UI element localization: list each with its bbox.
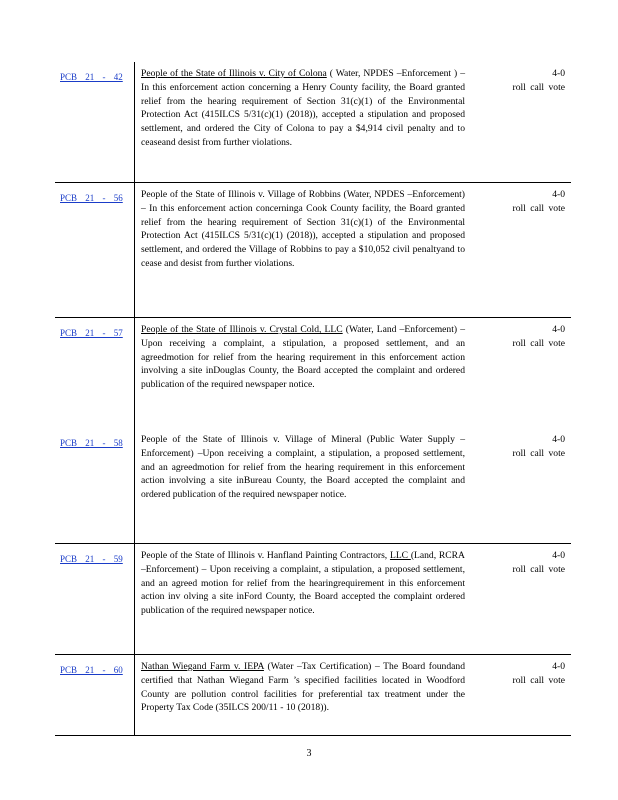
vote-count: 4-0 [552,550,565,561]
vote-count: 4-0 [552,661,565,672]
description-cell [135,62,465,182]
case-number-link[interactable]: PCB 21 - 59 [60,554,123,564]
table-row [55,183,571,317]
case-title: People of the State of Illinois v. Crystal Cold, LLC [141,324,343,335]
description-cell [135,428,465,543]
vote-count: 4-0 [552,189,565,200]
vote-cell [465,318,571,428]
case-table [55,62,571,736]
description-cell [135,183,465,317]
description-cell [135,544,465,654]
table-row [55,544,571,655]
case-number-link[interactable]: PCB 21 - 57 [60,328,123,338]
case-cell [55,62,135,182]
description-cell [135,318,465,428]
vote-count: 4-0 [552,68,565,79]
case-description: (Water, Land –Enforcement) – Upon receiving a complaint, a stipulation, a proposed settlement, and an agreedmotion for relief from the hearing requirement in this enforcement action involving a site inDouglas County, the Board accepted the complaint and ordered publication of the required newspaper notice. [141,324,465,391]
table-row [55,428,571,544]
case-title: People of the State of Illinois v. City of Colona [141,68,327,79]
case-description: People of the State of Illinois v. Village of Robbins (Water, NPDES –Enforcement) – In this enforcement action concerninga Cook County facility, the Board granted relief from the hearing requirement of Section 31(c)(1) of the Environmental Protection Act (415ILCS 5/31(c)(1) (2018)), accepted a stipulation and proposed settlement, and ordered the Village of Robbins to pay a $10,052 civil penaltyand to cease and desist from further violations. [141,189,465,269]
case-cell [55,428,135,543]
case-number-link[interactable]: PCB 21 - 58 [60,438,123,448]
vote-count: 4-0 [552,324,565,335]
vote-type: roll call vote [512,81,565,93]
vote-type: roll call vote [512,447,565,459]
case-description: People of the State of Illinois v. Hanfland Painting Contractors, [141,550,390,561]
vote-cell [465,62,571,182]
case-description-tail: (Land, RCRA –Enforcement) – Upon receiving a complaint, a stipulation, a proposed settlement, and an agreed motion for relief from the hearingrequirement in this enforcement action inv olving a site inFord County, the Board accepted the complaint ordered publication of the required newspaper notice. [141,550,465,617]
vote-count: 4-0 [552,434,565,445]
case-cell [55,183,135,317]
case-cell [55,318,135,428]
vote-type: roll call vote [512,202,565,214]
vote-type: roll call vote [512,563,565,575]
case-title: Nathan Wiegand Farm v. IEPA [141,661,264,672]
case-cell [55,544,135,654]
vote-cell [465,655,571,735]
table-row [55,655,571,736]
case-description: (Water –Tax Certification) – The Board foundand certified that Nathan Wiegand Farm ’s specified facilities located in Woodford County are pollution control facilities for preferential tax treatment under the Property Tax Code (35ILCS 200/11 - 10 (2018)). [141,661,465,714]
vote-cell [465,544,571,654]
case-cell [55,655,135,735]
vote-cell [465,183,571,317]
table-row [55,62,571,183]
description-cell [135,655,465,735]
table-row [55,317,571,428]
vote-cell [465,428,571,543]
case-description: People of the State of Illinois v. Village of Mineral (Public Water Supply –Enforcement) –Upon receiving a complaint, a stipulation, a proposed settlement, and an agreedmotion for relief from the hearing requirement in this enforcement action involving a site inBureau County, the Board accepted the complaint and ordered publication of the required newspaper notice. [141,434,465,501]
case-number-link[interactable]: PCB 21 - 42 [60,72,123,82]
case-number-link[interactable]: PCB 21 - 56 [60,193,123,203]
page-number: 3 [306,748,312,759]
case-description: ( Water, NPDES –Enforcement ) – In this enforcement action concerning a Henry County facility, the Board granted relief from the hearing requirement of Section 31(c)(1) of the Environmental Protection Act (415ILCS 5/31(c)(1) (2018)), accepted a stipulation and proposed settlement, and ordered the City of Colona to pay a $4,914 civil penalty and to ceaseand desist from further violations. [141,68,466,148]
vote-type: roll call vote [512,674,565,686]
case-title: LLC [389,550,411,561]
case-number-link[interactable]: PCB 21 - 60 [60,665,123,675]
vote-type: roll call vote [512,337,565,349]
